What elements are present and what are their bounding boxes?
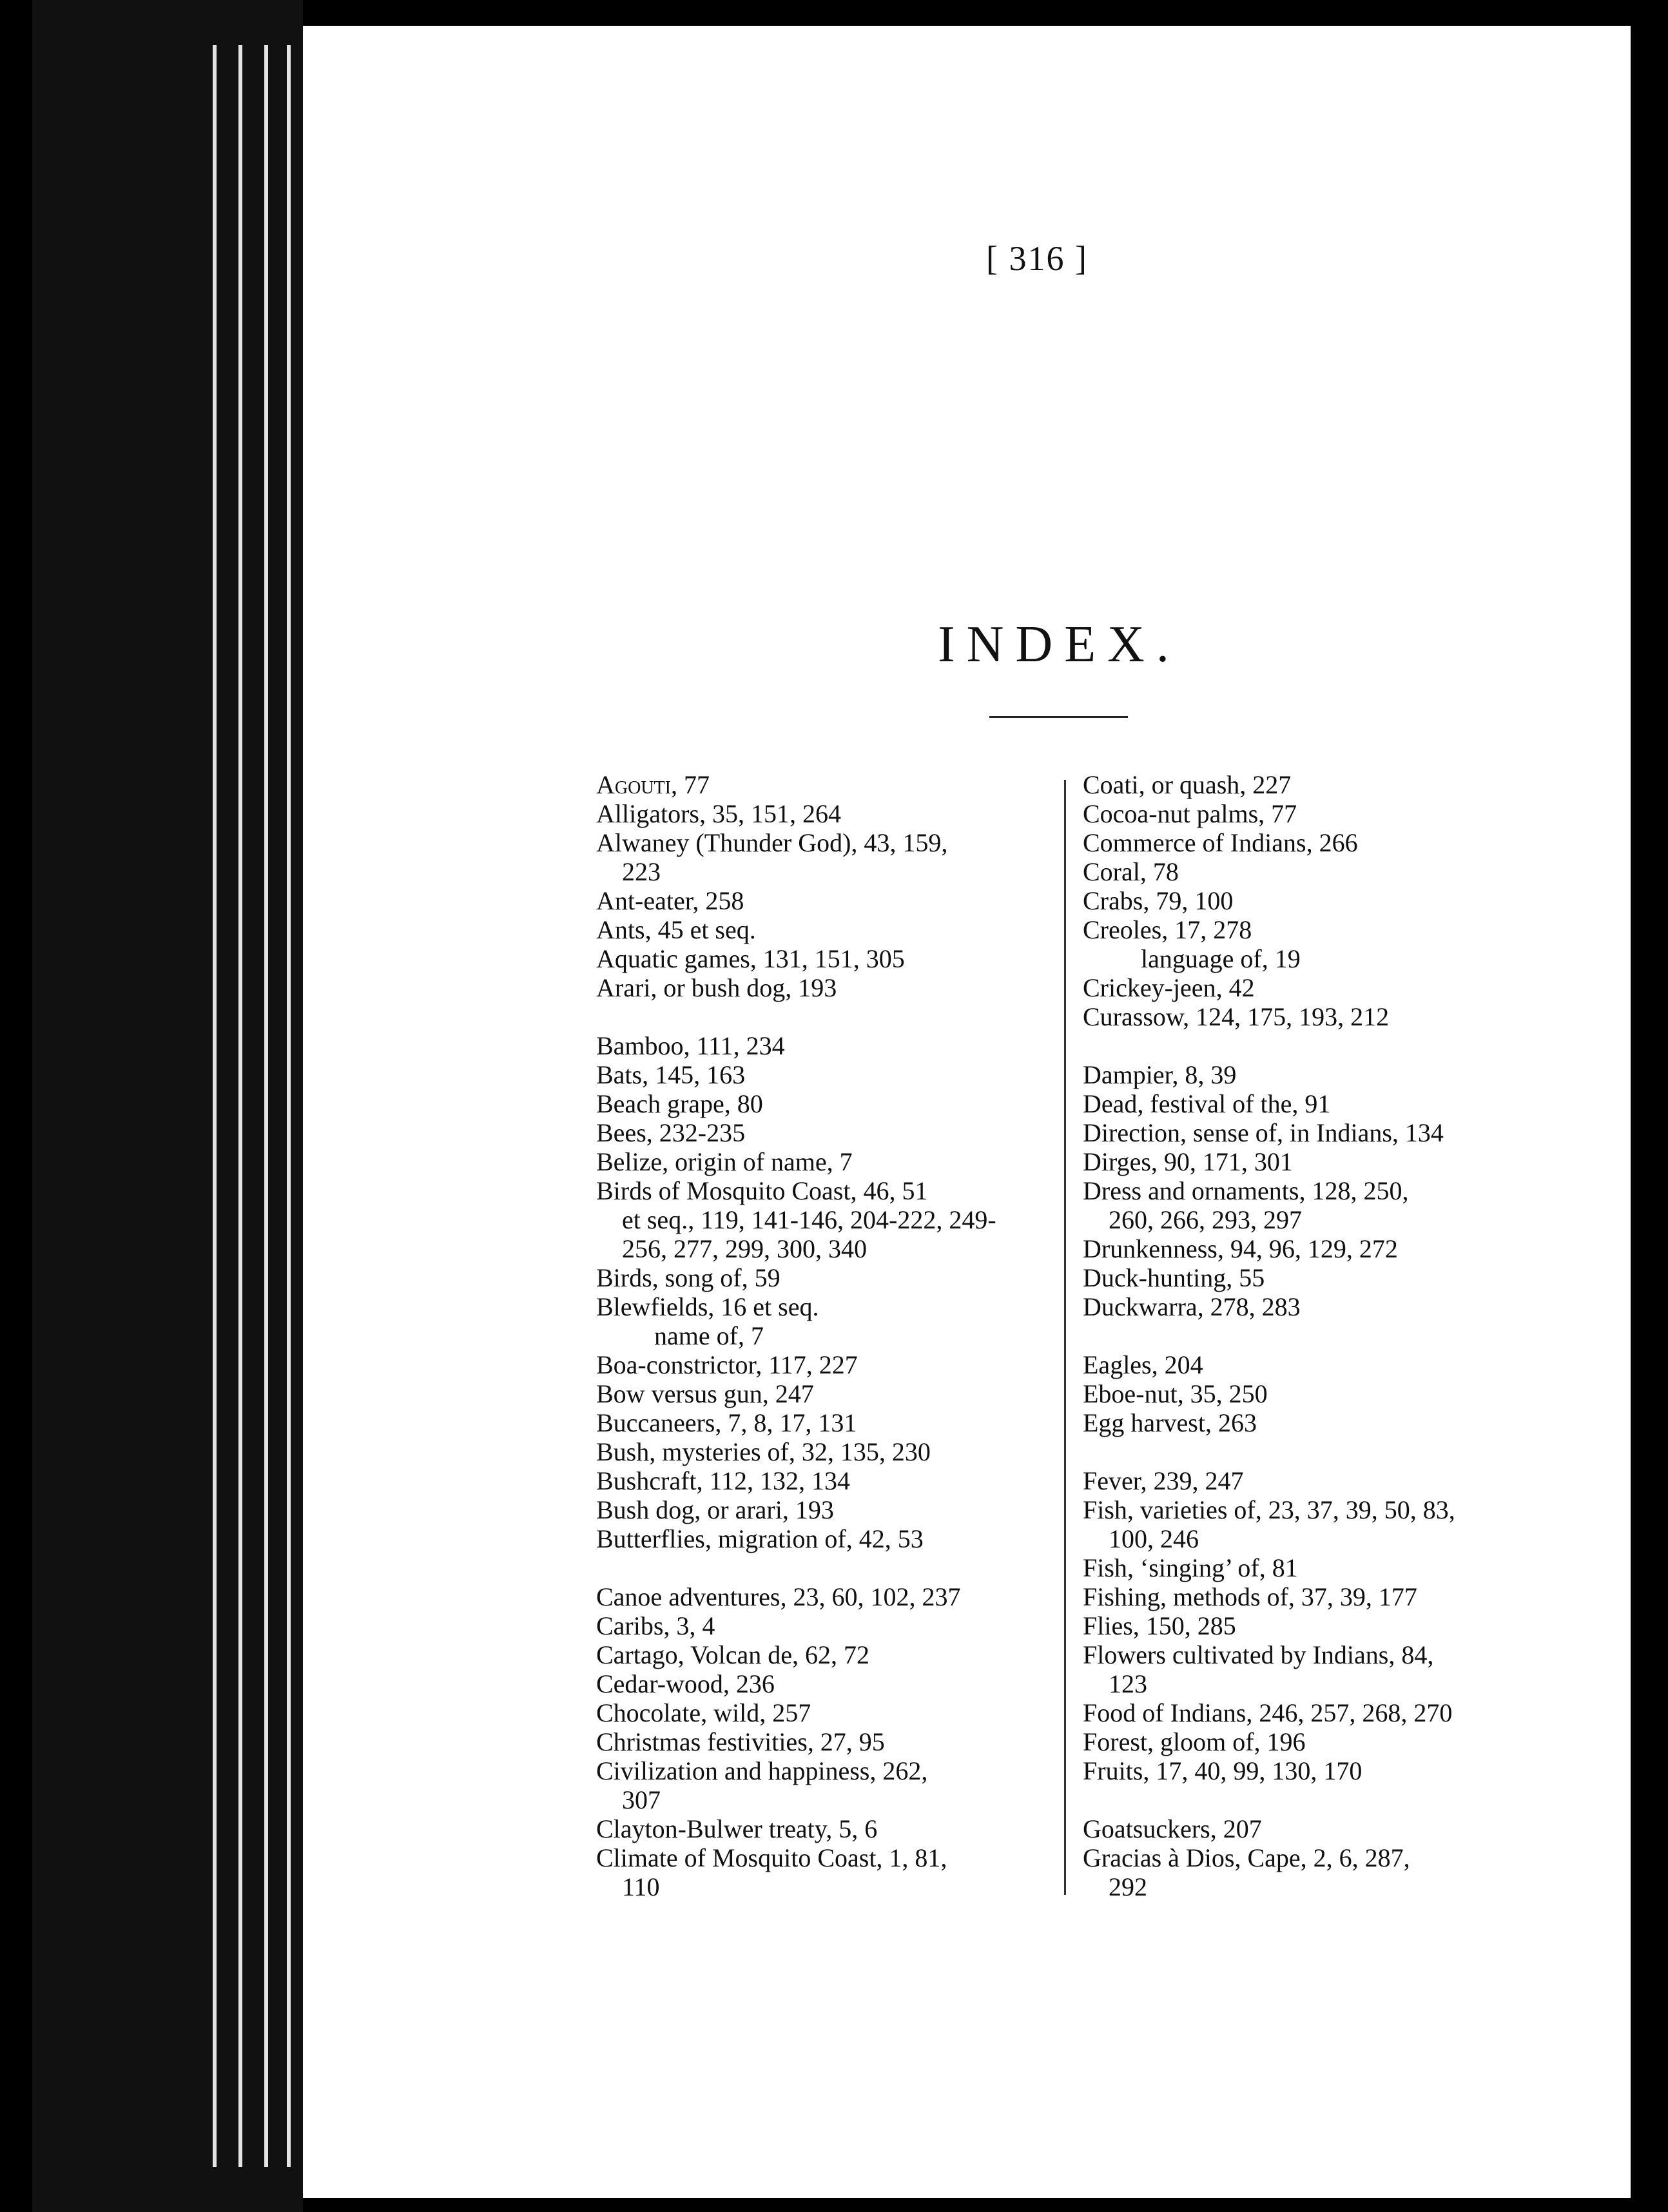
index-entry: name of, 7 xyxy=(654,1321,764,1350)
index-entry: Christmas festivities, 27, 95 xyxy=(596,1727,885,1756)
index-entry: Clayton-Bulwer treaty, 5, 6 xyxy=(596,1814,878,1843)
index-entry: Fruits, 17, 40, 99, 130, 170 xyxy=(1083,1756,1363,1785)
title-rule xyxy=(989,716,1128,718)
index-column-left xyxy=(596,770,1060,1901)
column-divider xyxy=(1064,780,1066,1895)
page-edge-line xyxy=(238,45,242,2167)
entry-gap xyxy=(1083,1437,1547,1466)
index-entry: Bees, 232-235 xyxy=(596,1118,746,1147)
index-entry: 292 xyxy=(1109,1872,1147,1901)
index-title: INDEX. xyxy=(938,616,1181,673)
index-entry: Blewfields, 16 et seq. xyxy=(596,1292,819,1321)
index-entry: Cedar-wood, 236 xyxy=(596,1669,775,1698)
index-entry: Climate of Mosquito Coast, 1, 81, xyxy=(596,1843,947,1872)
index-entry: Bush dog, or arari, 193 xyxy=(596,1495,834,1524)
index-entry: Crabs, 79, 100 xyxy=(1083,886,1234,915)
index-entry: Civilization and happiness, 262, xyxy=(596,1756,928,1785)
index-entry: Canoe adventures, 23, 60, 102, 237 xyxy=(596,1582,961,1611)
index-entry: Dirges, 90, 171, 301 xyxy=(1083,1147,1293,1176)
index-entry: Birds of Mosquito Coast, 46, 51 xyxy=(596,1176,928,1205)
index-entry: Bushcraft, 112, 132, 134 xyxy=(596,1466,851,1495)
index-entry: 123 xyxy=(1109,1669,1147,1698)
index-entry: Curassow, 124, 175, 193, 212 xyxy=(1083,1002,1390,1031)
index-entry: Chocolate, wild, 257 xyxy=(596,1698,811,1727)
index-entry: Butterflies, migration of, 42, 53 xyxy=(596,1524,924,1553)
page-number: [ 316 ] xyxy=(986,239,1088,278)
page-edge-line xyxy=(213,45,217,2167)
index-entry: Aquatic games, 131, 151, 305 xyxy=(596,944,905,973)
index-entry: Agouti, 77 xyxy=(596,770,710,799)
index-entry: Eboe-nut, 35, 250 xyxy=(1083,1379,1268,1408)
index-entry: Fish, ‘singing’ of, 81 xyxy=(1083,1553,1298,1582)
index-entry: Flowers cultivated by Indians, 84, xyxy=(1083,1640,1434,1669)
entry-gap xyxy=(596,1553,1060,1582)
index-entry: 223 xyxy=(622,857,661,886)
index-column-right xyxy=(1083,770,1547,1901)
index-entry: et seq., 119, 141-146, 204-222, 249- xyxy=(622,1205,996,1234)
entry-gap xyxy=(1083,1321,1547,1350)
index-entry: 100, 246 xyxy=(1109,1524,1199,1553)
index-entry: Bow versus gun, 247 xyxy=(596,1379,814,1408)
index-entry: Creoles, 17, 278 xyxy=(1083,915,1252,944)
index-entry: Birds, song of, 59 xyxy=(596,1263,781,1292)
index-entry: Fishing, methods of, 37, 39, 177 xyxy=(1083,1582,1417,1611)
index-entry: Bats, 145, 163 xyxy=(596,1060,746,1089)
index-entry: Fish, varieties of, 23, 37, 39, 50, 83, xyxy=(1083,1495,1455,1524)
index-entry: language of, 19 xyxy=(1141,944,1301,973)
index-entry: Arari, or bush dog, 193 xyxy=(596,973,837,1002)
index-entry: Buccaneers, 7, 8, 17, 131 xyxy=(596,1408,857,1437)
index-entry: Cocoa-nut palms, 77 xyxy=(1083,799,1297,828)
index-entry: Goatsuckers, 207 xyxy=(1083,1814,1262,1843)
index-entry: Dress and ornaments, 128, 250, xyxy=(1083,1176,1409,1205)
index-entry: Duckwarra, 278, 283 xyxy=(1083,1292,1301,1321)
index-entry: Dampier, 8, 39 xyxy=(1083,1060,1237,1089)
index-entry: Flies, 150, 285 xyxy=(1083,1611,1236,1640)
index-entry: Commerce of Indians, 266 xyxy=(1083,828,1358,857)
index-entry: Ant-eater, 258 xyxy=(596,886,744,915)
index-entry: Drunkenness, 94, 96, 129, 272 xyxy=(1083,1234,1398,1263)
index-entry: Bamboo, 111, 234 xyxy=(596,1031,785,1060)
index-entry: Boa-constrictor, 117, 227 xyxy=(596,1350,858,1379)
index-entry: 260, 266, 293, 297 xyxy=(1109,1205,1302,1234)
index-entry: Eagles, 204 xyxy=(1083,1350,1203,1379)
index-entry: Caribs, 3, 4 xyxy=(596,1611,715,1640)
index-entry: Food of Indians, 246, 257, 268, 270 xyxy=(1083,1698,1453,1727)
index-entry: 110 xyxy=(622,1872,660,1901)
index-entry: Duck-hunting, 55 xyxy=(1083,1263,1265,1292)
index-entry: Alwaney (Thunder God), 43, 159, xyxy=(596,828,948,857)
index-entry: Cartago, Volcan de, 62, 72 xyxy=(596,1640,870,1669)
index-entry: Belize, origin of name, 7 xyxy=(596,1147,853,1176)
index-entry: Dead, festival of the, 91 xyxy=(1083,1089,1331,1118)
entry-gap xyxy=(1083,1785,1547,1814)
index-entry: 307 xyxy=(622,1785,661,1814)
index-entry: Coati, or quash, 227 xyxy=(1083,770,1292,799)
index-entry: Coral, 78 xyxy=(1083,857,1179,886)
index-entry: Forest, gloom of, 196 xyxy=(1083,1727,1306,1756)
index-entry: Crickey-jeen, 42 xyxy=(1083,973,1255,1002)
index-entry: Bush, mysteries of, 32, 135, 230 xyxy=(596,1437,931,1466)
index-entry: 256, 277, 299, 300, 340 xyxy=(622,1234,867,1263)
book-page-edges xyxy=(32,0,303,2212)
entry-gap xyxy=(1083,1031,1547,1060)
book-right-edge xyxy=(1631,0,1668,2212)
index-entry: Egg harvest, 263 xyxy=(1083,1408,1257,1437)
page-edge-line xyxy=(264,45,268,2167)
index-entry: Alligators, 35, 151, 264 xyxy=(596,799,841,828)
index-entry: Gracias à Dios, Cape, 2, 6, 287, xyxy=(1083,1843,1410,1872)
index-entry: Fever, 239, 247 xyxy=(1083,1466,1244,1495)
index-entry: Beach grape, 80 xyxy=(596,1089,763,1118)
page-edge-line xyxy=(287,45,291,2167)
index-entry: Ants, 45 et seq. xyxy=(596,915,756,944)
entry-gap xyxy=(596,1002,1060,1031)
index-entry: Direction, sense of, in Indians, 134 xyxy=(1083,1118,1444,1147)
